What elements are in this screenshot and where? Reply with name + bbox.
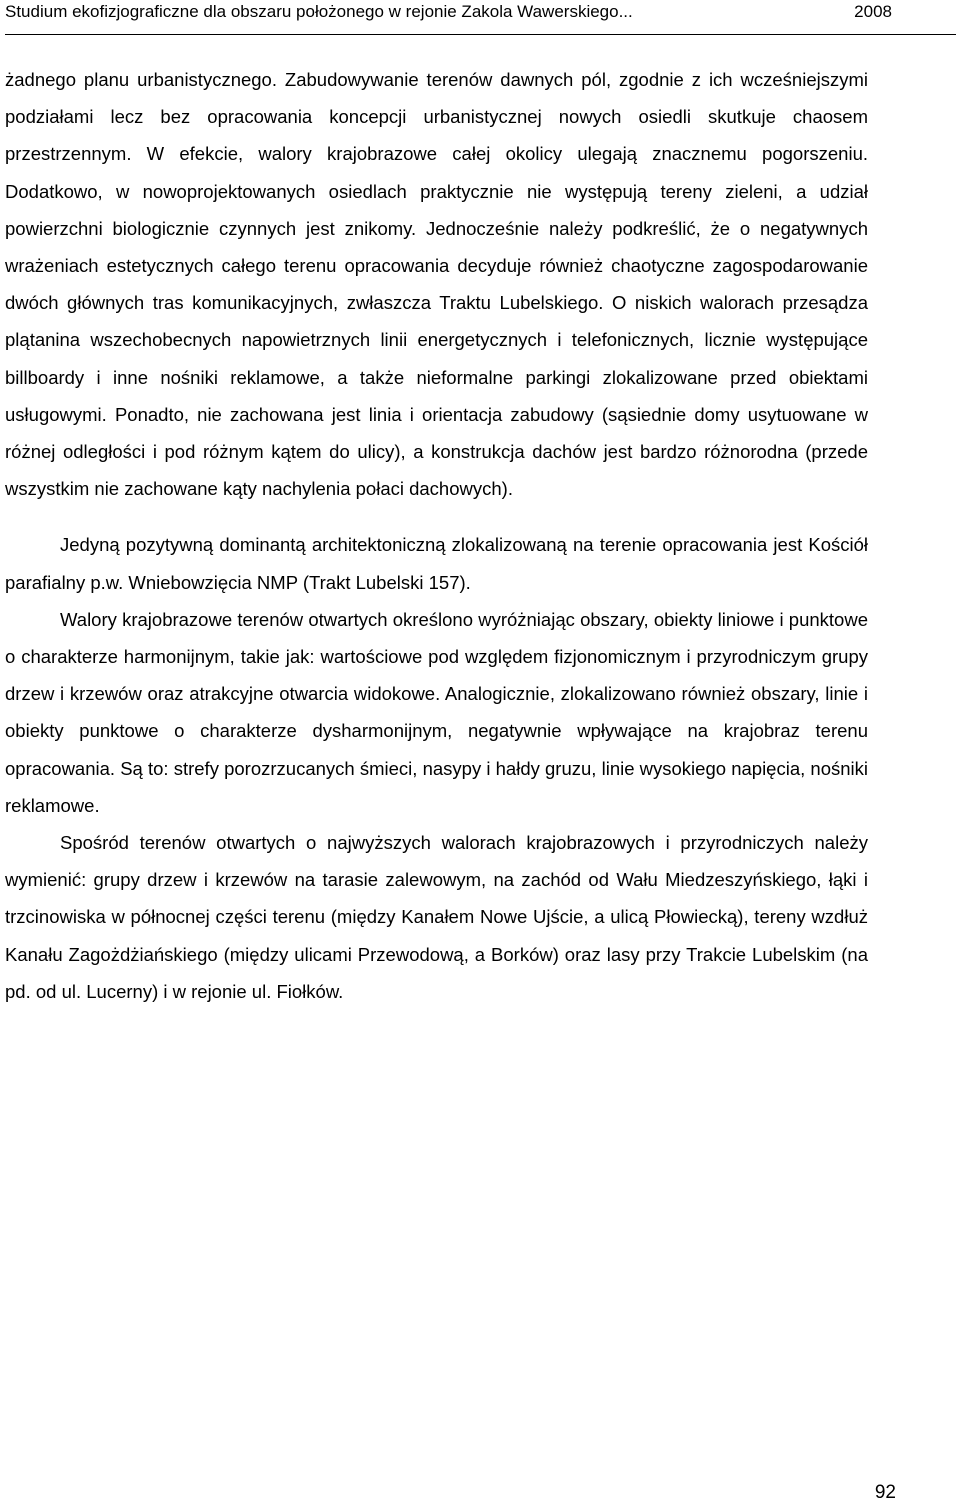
paragraph-open-areas: Spośród terenów otwartych o najwyższych walorach krajobrazowych i przyrodniczych należy wymienić: grupy drzew i krzewów na tarasie zalewowym, na zachód od Wału Miedzeszyńskiego, łąki i trzcinowiska w północnej części terenu (między Kanałem Nowe Ujście, a ulicą Płowiecką), tereny wzdłuż Kanału Zagożdżiańskiego (między ulicami Przewodową, a Borków) oraz lasy przy Trakcie Lubelskim (na pd. od ul. Lucerny) i w rejonie ul. Fiołków. [5,832,868,1002]
header-title: Studium ekofizjograficzne dla obszaru położonego w rejonie Zakola Wawerskiego... [5,2,633,21]
document-body [5,61,868,1010]
paragraph-continuation: żadnego planu urbanistycznego. Zabudowywanie terenów dawnych pól, zgodnie z ich wcześniejszymi podziałami lecz bez opracowania koncepcji urbanistycznej nowych osiedli skutkuje chaosem przestrzennym. W efekcie, walory krajobrazowe całej okolicy ulegają znacznemu pogorszeniu. Dodatkowo, w nowoprojektowanych osiedlach praktycznie nie występują tereny zieleni, a udział powierzchni biologicznie czynnych jest znikomy. Jednocześnie należy podkreślić, że o negatywnych wrażeniach estetycznych całego terenu opracowania decyduje również chaotyczne zagospodarowanie dwóch głównych tras komunikacyjnych, zwłaszcza Traktu Lubelskiego. O niskich walorach przesądza plątanina wszechobecnych napowietrznych linii energetycznych i telefonicznych, licznie występujące billboardy i inne nośniki reklamowe, a także nieformalne parkingi zlokalizowane przed obiektami usługowymi. Ponadto, nie zachowana jest linia i orientacja zabudowy (sąsiednie domy usytuowane w różnej odległości i pod różnym kątem do ulicy), a konstrukcja dachów jest bardzo różnorodna (przede wszystkim nie zachowane kąty nachylenia połaci dachowych). [5,69,868,500]
page-number: 92 [874,1482,896,1503]
header-year: 2008 [854,2,892,21]
running-header [5,0,956,35]
paragraph-landscape-values: Walory krajobrazowe terenów otwartych określono wyróżniając obszary, obiekty liniowe i punktowe o charakterze harmonijnym, takie jak: wartościowe pod względem fizjonomicznym i przyrodniczym grupy drzew i krzewów oraz atrakcyjne otwarcia widokowe. Analogicznie, zlokalizowano również obszary, linie i obiekty punktowe o charakterze dysharmonijnym, negatywnie wpływające na krajobraz terenu opracowania. Są to: strefy porozrzucanych śmieci, nasypy i hałdy gruzu, linie wysokiego napięcia, nośniki reklamowe. [5,608,868,816]
paragraph-dominant: Jedyną pozytywną dominantą architektoniczną zlokalizowaną na terenie opracowania jest Kościół parafialny p.w. Wniebowzięcia NMP (Trakt Lubelski 157). [5,534,868,593]
